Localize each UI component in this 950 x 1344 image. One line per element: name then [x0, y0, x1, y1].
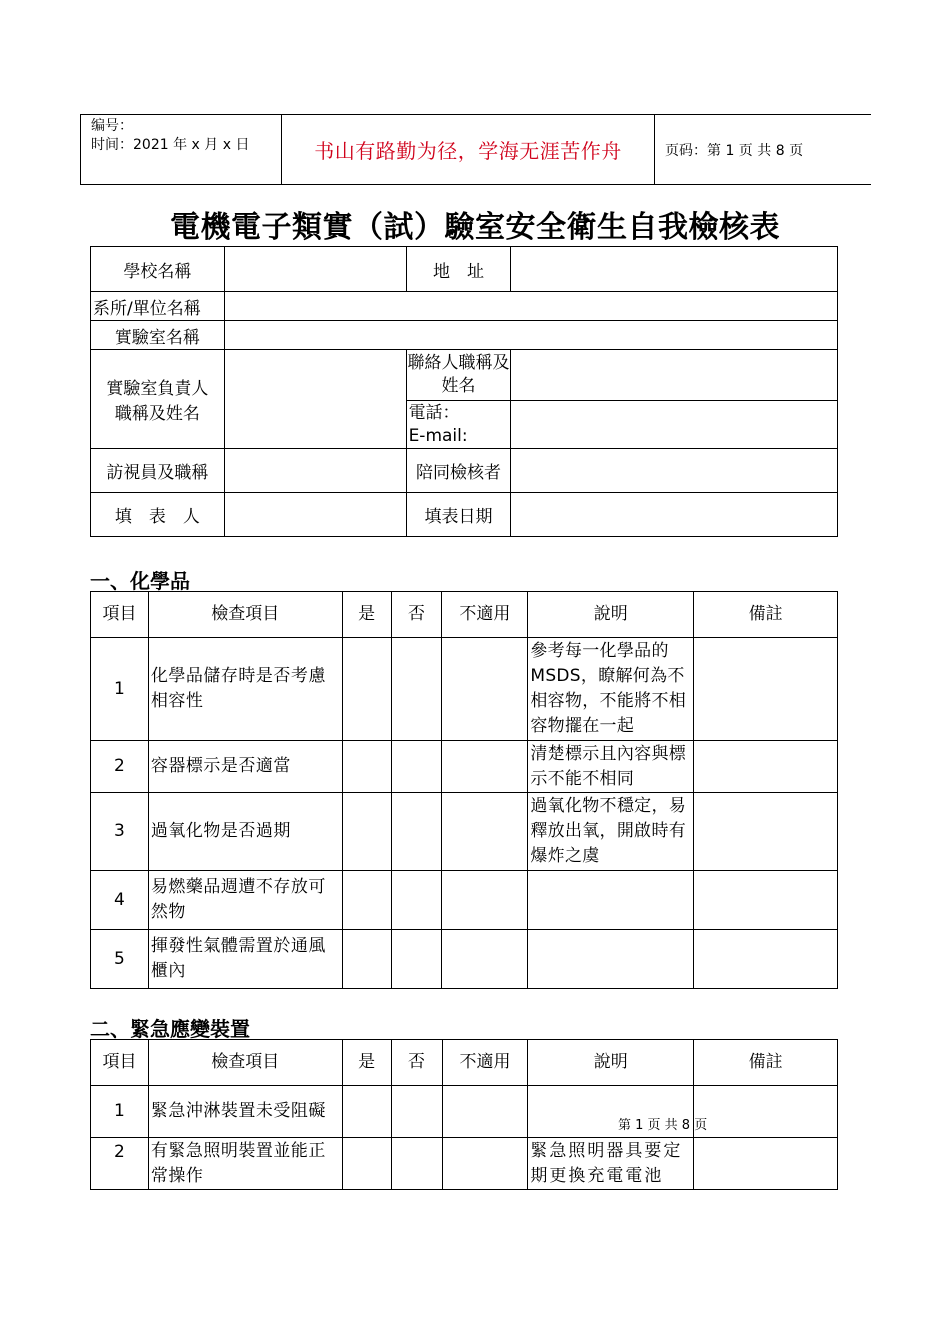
- yes-cell[interactable]: [342, 638, 391, 741]
- row-number: 3: [91, 793, 149, 871]
- no-cell[interactable]: [391, 638, 442, 741]
- header-check-item: 檢查項目: [148, 1040, 342, 1086]
- row-item: 化學品儲存時是否考慮相容性: [148, 638, 342, 741]
- header-page: [655, 115, 871, 184]
- section2-title: 二、緊急應變裝置: [90, 1017, 250, 1041]
- visitor-value[interactable]: [224, 449, 406, 493]
- no-cell[interactable]: [391, 793, 442, 871]
- time-label: 时间：2021 年 x 月 x 日: [91, 137, 250, 153]
- header-remark: 備註: [694, 592, 838, 638]
- page-title: 電機電子類實（試）驗室安全衛生自我檢核表: [170, 210, 780, 245]
- yes-cell[interactable]: [342, 793, 391, 871]
- chemical-table: [90, 591, 838, 989]
- row-note: 過氧化物不穩定，易釋放出氧，開啟時有爆炸之虞: [528, 793, 694, 871]
- table-row: [91, 638, 838, 741]
- row-item: 緊急沖淋裝置未受阻礙: [148, 1086, 342, 1138]
- lab-head-value[interactable]: [224, 350, 406, 449]
- row-number: 2: [91, 1138, 149, 1190]
- row-number: 4: [91, 871, 149, 930]
- row-item: 過氧化物是否過期: [148, 793, 342, 871]
- info-table: [90, 246, 838, 537]
- contact-value[interactable]: [511, 350, 838, 401]
- row-note: 參考每一化學品的MSDS，瞭解何為不相容物，不能將不相容物擺在一起: [528, 638, 694, 741]
- row-item: 揮發性氣體需置於通風櫃內: [148, 930, 342, 989]
- no-cell[interactable]: [391, 741, 442, 793]
- na-cell[interactable]: [442, 638, 528, 741]
- header-remark: 備註: [694, 1040, 838, 1086]
- na-cell[interactable]: [442, 1086, 528, 1138]
- header-na: 不適用: [442, 1040, 528, 1086]
- yes-cell[interactable]: [342, 930, 391, 989]
- department-label: 系所/單位名稱: [91, 292, 225, 321]
- remark-cell[interactable]: [694, 741, 838, 793]
- school-name-label: 學校名稱: [91, 247, 225, 292]
- header-no: 否: [391, 1040, 442, 1086]
- yes-cell[interactable]: [342, 1138, 391, 1190]
- row-number: 1: [91, 638, 149, 741]
- na-cell[interactable]: [442, 741, 528, 793]
- yes-cell[interactable]: [342, 1086, 391, 1138]
- phone-email-cell: [406, 401, 511, 449]
- page-info: 页码：第 1 页 共 8 页: [665, 142, 804, 159]
- department-value[interactable]: [224, 292, 837, 321]
- document-header: [80, 114, 871, 185]
- header-explain: 說明: [528, 1040, 694, 1086]
- header-meta: [81, 115, 282, 184]
- phone-label: 電話：: [408, 402, 460, 423]
- address-value[interactable]: [511, 247, 838, 292]
- row-number: 1: [91, 1086, 149, 1138]
- number-label: 编号：: [91, 118, 133, 134]
- yes-cell[interactable]: [342, 871, 391, 930]
- table-row: [91, 793, 838, 871]
- motto-text: 书山有路勤为径，学海无涯苦作舟: [314, 139, 622, 163]
- na-cell[interactable]: [442, 1138, 528, 1190]
- remark-cell[interactable]: [694, 1086, 838, 1138]
- header-na: 不適用: [442, 592, 528, 638]
- fill-date-label: 填表日期: [406, 493, 511, 537]
- school-name-value[interactable]: [224, 247, 406, 292]
- filler-value[interactable]: [224, 493, 406, 537]
- lab-name-label: 實驗室名稱: [91, 321, 225, 350]
- visitor-label: 訪視員及職稱: [91, 449, 225, 493]
- no-cell[interactable]: [391, 1086, 442, 1138]
- header-item: 項目: [91, 1040, 149, 1086]
- header-explain: 說明: [528, 592, 694, 638]
- remark-cell[interactable]: [694, 793, 838, 871]
- row-item: 有緊急照明裝置並能正常操作: [148, 1138, 342, 1190]
- yes-cell[interactable]: [342, 741, 391, 793]
- remark-cell[interactable]: [694, 638, 838, 741]
- address-label: 地 址: [406, 247, 511, 292]
- na-cell[interactable]: [442, 871, 528, 930]
- na-cell[interactable]: [442, 930, 528, 989]
- remark-cell[interactable]: [694, 930, 838, 989]
- header-yes: 是: [342, 592, 391, 638]
- row-item: 易燃藥品週遭不存放可然物: [148, 871, 342, 930]
- header-check-item: 檢查項目: [148, 592, 342, 638]
- no-cell[interactable]: [391, 930, 442, 989]
- row-number: 5: [91, 930, 149, 989]
- email-label: E-mail:: [408, 425, 468, 446]
- fill-date-value[interactable]: [511, 493, 838, 537]
- row-note: [528, 930, 694, 989]
- row-item: 容器標示是否適當: [148, 741, 342, 793]
- filler-label: 填 表 人: [91, 493, 225, 537]
- row-note: 緊急照明器具要定期更換充電電池: [528, 1138, 694, 1190]
- no-cell[interactable]: [391, 871, 442, 930]
- table-row: [91, 930, 838, 989]
- remark-cell[interactable]: [694, 871, 838, 930]
- table-row: [91, 741, 838, 793]
- phone-email-value[interactable]: [511, 401, 838, 449]
- header-item: 項目: [91, 592, 149, 638]
- row-note: 清楚標示且內容與標示不能不相同: [528, 741, 694, 793]
- row-note: [528, 871, 694, 930]
- companion-value[interactable]: [511, 449, 838, 493]
- table-row: [91, 1086, 838, 1138]
- no-cell[interactable]: [391, 1138, 442, 1190]
- header-no: 否: [391, 592, 442, 638]
- companion-label: 陪同檢核者: [406, 449, 511, 493]
- emergency-table: [90, 1039, 838, 1190]
- section1-title: 一、化學品: [90, 569, 190, 593]
- header-motto: [282, 115, 655, 184]
- footer-page-number: 第 1 页 共 8 页: [618, 1118, 708, 1133]
- lab-name-value[interactable]: [224, 321, 837, 350]
- contact-label: 聯絡人職稱及姓名: [406, 350, 511, 401]
- na-cell[interactable]: [442, 793, 528, 871]
- remark-cell[interactable]: [694, 1138, 838, 1190]
- row-number: 2: [91, 741, 149, 793]
- lab-head-label: 實驗室負責人職稱及姓名: [91, 350, 225, 449]
- header-yes: 是: [342, 1040, 391, 1086]
- table-row: [91, 1138, 838, 1190]
- table-row: [91, 871, 838, 930]
